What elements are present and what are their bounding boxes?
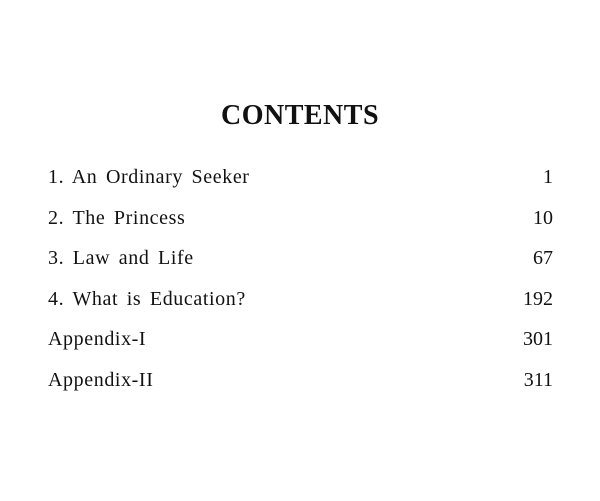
contents-heading: CONTENTS [220,100,380,131]
toc-entry-2 [48,198,553,239]
toc-entry-page: 1 [543,166,553,188]
toc-entry-title: 1. An Ordinary Seeker [48,166,250,188]
toc-entry-page: 10 [533,206,553,229]
toc-entry-appendix-ii [48,360,553,401]
toc-entry-page: 192 [523,287,553,310]
toc-entry-1 [48,157,553,198]
toc-entry-title: Appendix-I [48,328,147,350]
toc-entry-page: 67 [533,247,553,269]
toc-entry-title: Appendix-II [48,368,154,391]
toc-entry-3 [48,238,553,279]
toc-entry-page: 311 [523,368,553,391]
toc-entry-page: 301 [523,328,553,350]
toc-entry-title: 2. The Princess [48,206,186,229]
table-of-contents [48,157,553,400]
toc-entry-appendix-i [48,319,553,360]
toc-entry-title: 3. Law and Life [48,247,194,269]
toc-entry-title: 4. What is Education? [48,287,246,310]
toc-entry-4 [48,279,553,320]
